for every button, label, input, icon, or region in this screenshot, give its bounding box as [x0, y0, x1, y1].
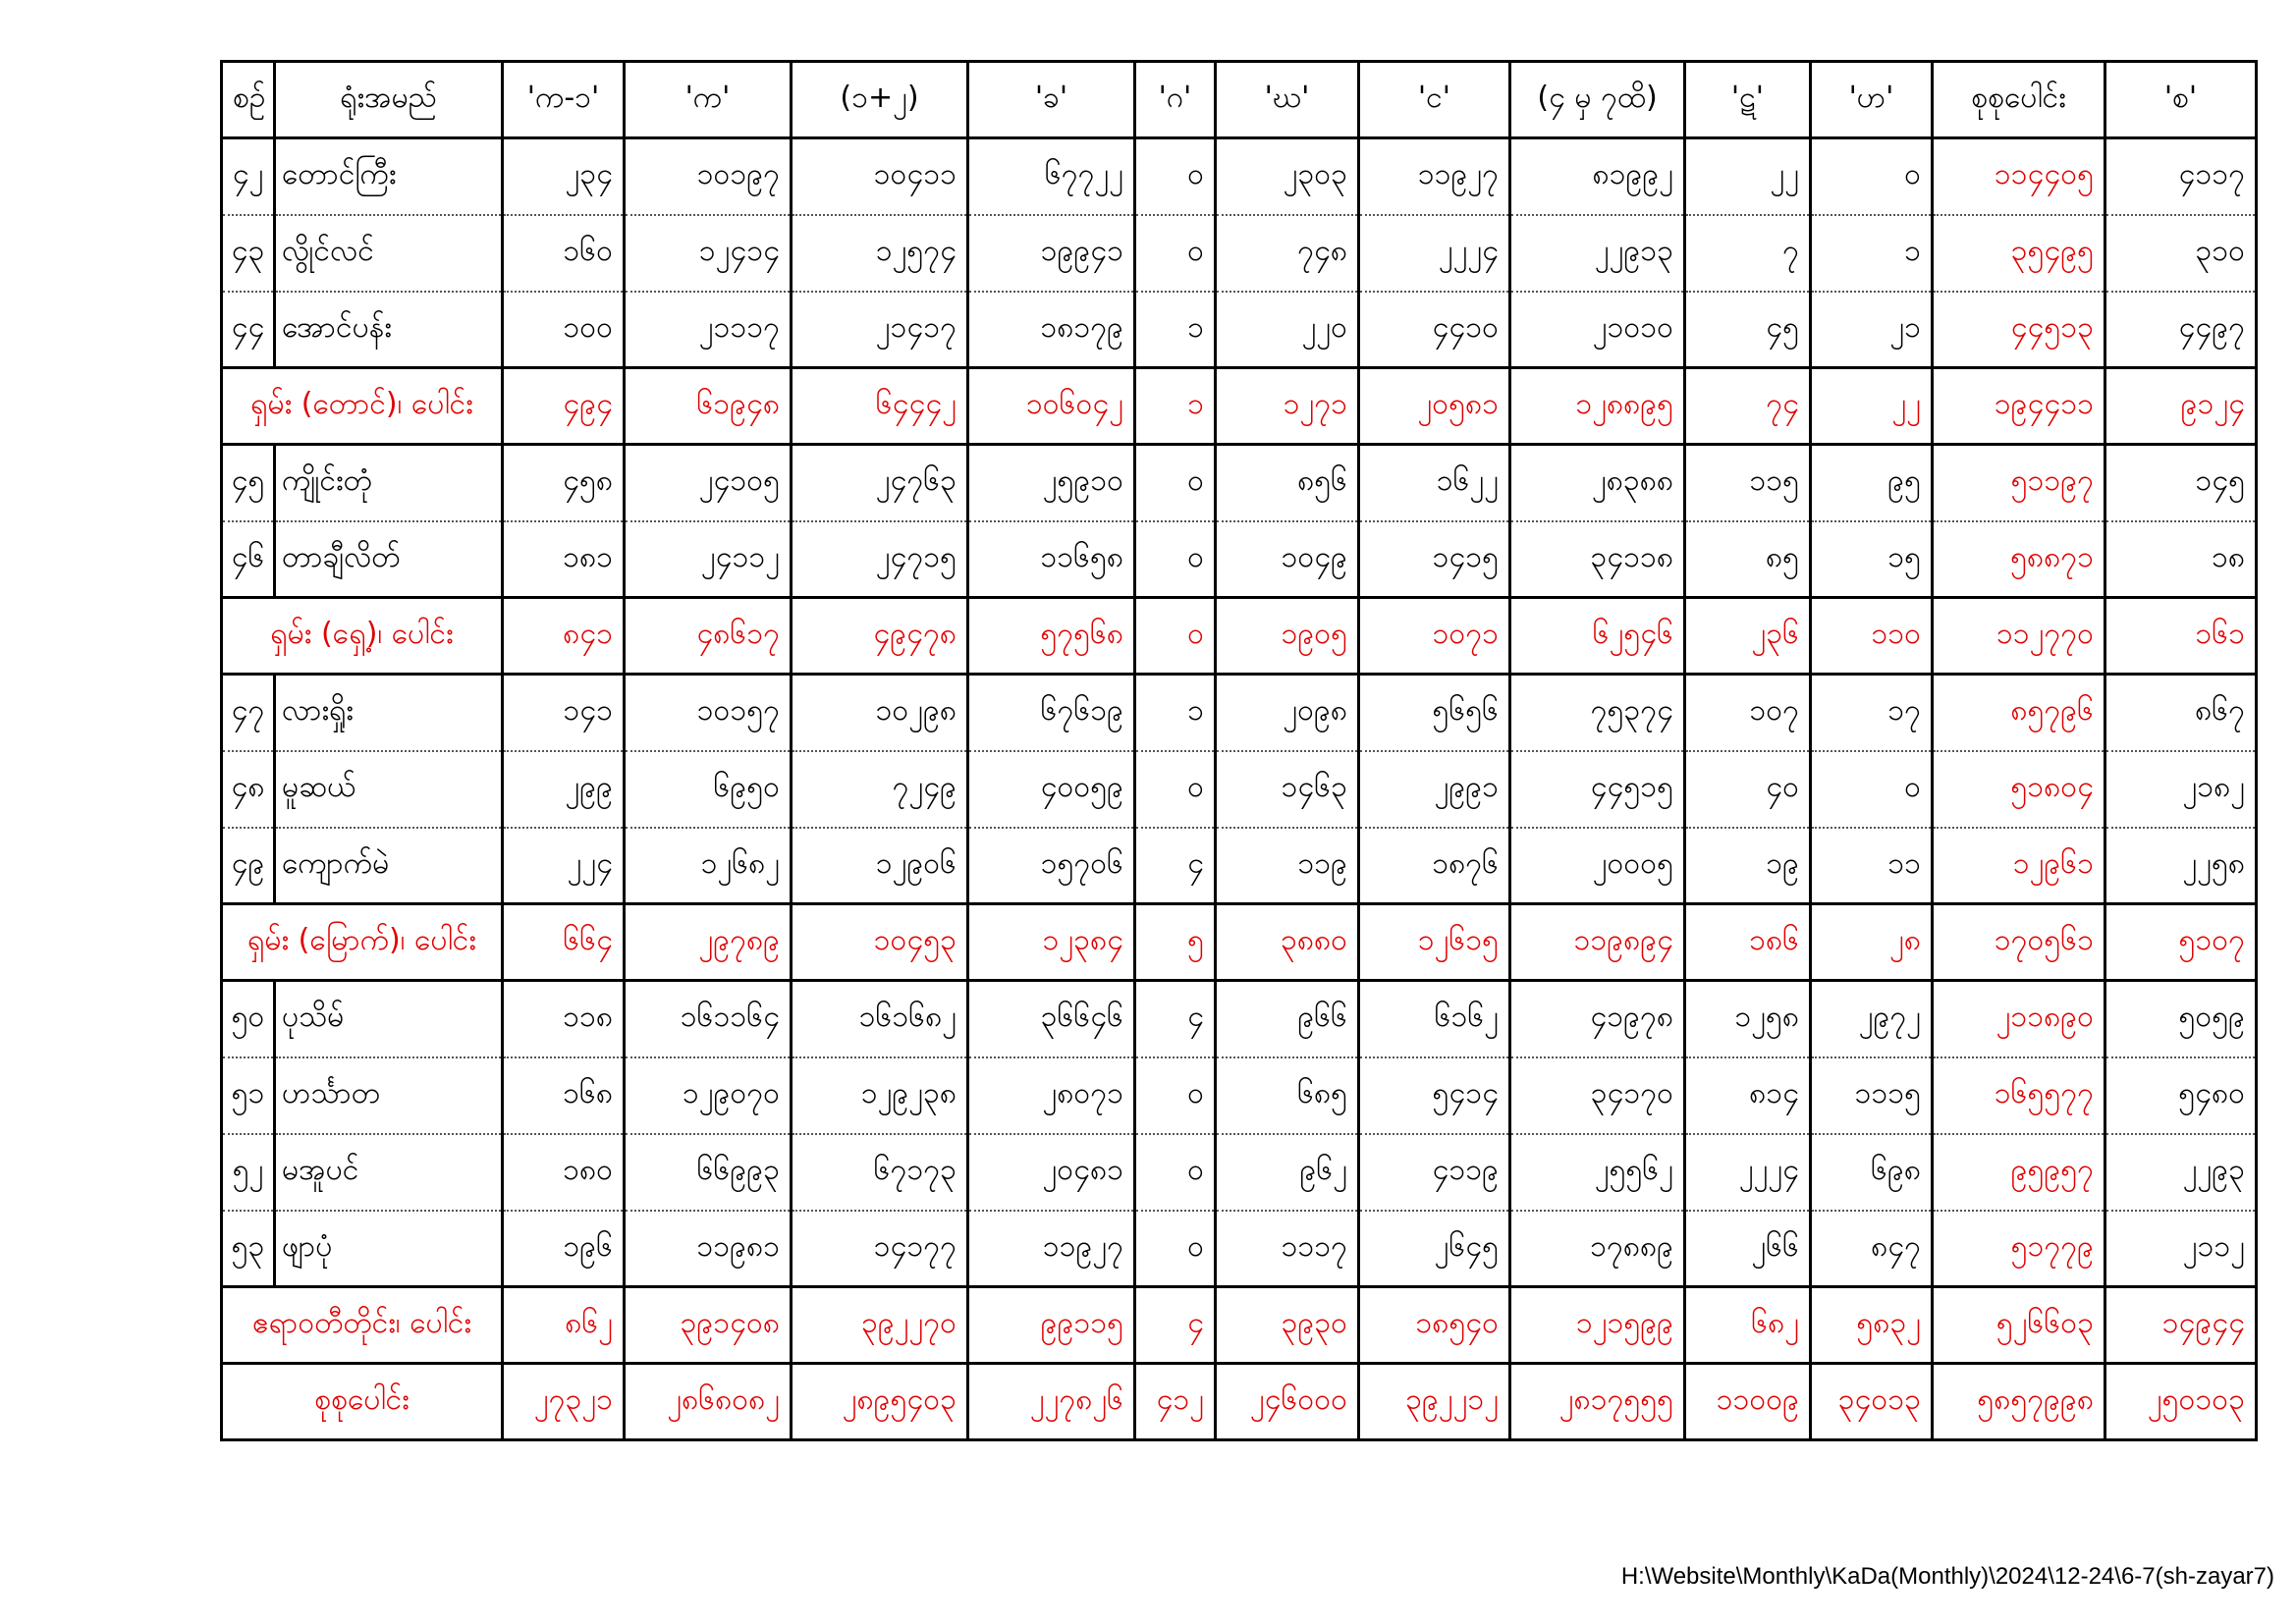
- table-cell: ၄၁၁၉: [1359, 1134, 1510, 1211]
- table-cell: ၁၁၉၈၁: [625, 1211, 792, 1287]
- table-cell: ၀: [1135, 1211, 1216, 1287]
- column-header: 'စ': [2105, 62, 2257, 138]
- table-cell: ၂၁၁၂: [2105, 1211, 2257, 1287]
- office-name: ကျောက်မဲ: [275, 828, 503, 904]
- table-cell: ၀: [1135, 215, 1216, 292]
- column-header: ရုံးအမည်: [275, 62, 503, 138]
- table-cell: ၁၁၈: [503, 981, 625, 1057]
- serial-number: ၅၀: [222, 981, 275, 1057]
- table-cell: ၁၂၆၁၅: [1359, 904, 1510, 981]
- office-name: ပုသိမ်: [275, 981, 503, 1057]
- column-header: 'က-၁': [503, 62, 625, 138]
- serial-number: ၄၆: [222, 521, 275, 598]
- table-cell: ၅: [1135, 904, 1216, 981]
- table-cell: ၉၅၉၅၇: [1933, 1134, 2105, 1211]
- table-cell: ၁၈: [2105, 521, 2257, 598]
- table-cell: ၁၈၆: [1685, 904, 1811, 981]
- serial-number: ၄၉: [222, 828, 275, 904]
- table-cell: ၂၃၆: [1685, 598, 1811, 675]
- table-cell: ၂၈၉၅၄၀၃: [792, 1364, 968, 1440]
- table-cell: ၃၄၁၇၀: [1510, 1057, 1685, 1134]
- table-cell: ၄၉၄: [503, 368, 625, 445]
- table-cell: ၉၆၆: [1216, 981, 1359, 1057]
- table-cell: ၈၄၇: [1811, 1211, 1933, 1287]
- serial-number: ၅၂: [222, 1134, 275, 1211]
- table-cell: ၃၅၄၉၅: [1933, 215, 2105, 292]
- table-cell: ၄၅၈: [503, 445, 625, 521]
- table-cell: ၄: [1135, 828, 1216, 904]
- header-row: [222, 62, 2257, 138]
- table-cell: ၁၁၉: [1216, 828, 1359, 904]
- table-cell: ၆၈၅: [1216, 1057, 1359, 1134]
- table-cell: ၈၅၆: [1216, 445, 1359, 521]
- table-cell: ၈၅၇၉၆: [1933, 675, 2105, 751]
- table-cell: ၁၇: [1811, 675, 1933, 751]
- table-cell: ၆၂၅၄၆: [1510, 598, 1685, 675]
- table-cell: ၁၀၂၉၈: [792, 675, 968, 751]
- table-cell: ၆၁၆၂: [1359, 981, 1510, 1057]
- table-cell: ၃၈၈၀: [1216, 904, 1359, 981]
- table-row: [222, 138, 2257, 215]
- table-cell: ၂၀၉၈: [1216, 675, 1359, 751]
- table-cell: ၀: [1135, 445, 1216, 521]
- office-name: မူဆယ်: [275, 751, 503, 828]
- table-cell: ၈၆၂: [503, 1287, 625, 1364]
- table-cell: ၅၄၁၄: [1359, 1057, 1510, 1134]
- table-cell: ၆၇၁၇၃: [792, 1134, 968, 1211]
- serial-number: ၄၇: [222, 675, 275, 751]
- table-cell: ၆၄၄၄၂: [792, 368, 968, 445]
- office-name: တောင်ကြီး: [275, 138, 503, 215]
- table-cell: ၁၂၃၈၄: [968, 904, 1135, 981]
- table-row: [222, 828, 2257, 904]
- table-cell: ၄၁၁၇: [2105, 138, 2257, 215]
- table-cell: ၂၈၁၇၅၅၅: [1510, 1364, 1685, 1440]
- table-cell: ၁၈၀: [503, 1134, 625, 1211]
- table-cell: ၂၄၁၀၅: [625, 445, 792, 521]
- table-cell: ၁၀၆၀၄၂: [968, 368, 1135, 445]
- table-cell: ၀: [1135, 521, 1216, 598]
- table-cell: ၄၁၂: [1135, 1364, 1216, 1440]
- table-cell: ၁၆၁၆၈၂: [792, 981, 968, 1057]
- table-cell: ၂၈၆၈၀၈၂: [625, 1364, 792, 1440]
- column-header: 'ဋ': [1685, 62, 1811, 138]
- table-cell: ၁၉: [1685, 828, 1811, 904]
- table-cell: ၄၄၁၀: [1359, 292, 1510, 368]
- table-cell: ၁၀၇၁: [1359, 598, 1510, 675]
- table-cell: ၃၉၂၂၇၀: [792, 1287, 968, 1364]
- table-cell: ၄၁၉၇၈: [1510, 981, 1685, 1057]
- table-cell: ၆၉၅၀: [625, 751, 792, 828]
- column-header: (၁+၂): [792, 62, 968, 138]
- serial-number: ၅၃: [222, 1211, 275, 1287]
- table-cell: ၂၁၁၈၉၀: [1933, 981, 2105, 1057]
- table-cell: ၁၁၂၇၇၀: [1933, 598, 2105, 675]
- table-cell: ၅၈၈၇၁: [1933, 521, 2105, 598]
- table-cell: ၄: [1135, 1287, 1216, 1364]
- table-cell: ၂၅၀၁၀၃: [2105, 1364, 2257, 1440]
- table-cell: ၁၂၇၁: [1216, 368, 1359, 445]
- office-name: ဟင်္သာတ: [275, 1057, 503, 1134]
- table-cell: ၄၄၉၇: [2105, 292, 2257, 368]
- subtotal-label: ရှမ်း (ရှေ့)၊ ပေါင်း: [222, 598, 503, 675]
- table-cell: ၂၃၄: [503, 138, 625, 215]
- table-cell: ၁၆၁: [2105, 598, 2257, 675]
- table-cell: ၁၆၀: [503, 215, 625, 292]
- table-cell: ၆၉၈: [1811, 1134, 1933, 1211]
- table-row: [222, 1057, 2257, 1134]
- table-cell: ၂၉၇၂: [1811, 981, 1933, 1057]
- table-cell: ၁၀၄၉: [1216, 521, 1359, 598]
- table-cell: ၁၈၅၄၀: [1359, 1287, 1510, 1364]
- table-cell: ၈၁၉၉၂: [1510, 138, 1685, 215]
- table-cell: ၁၂၉၀၆: [792, 828, 968, 904]
- grand-total-row: [222, 1364, 2257, 1440]
- table-cell: ၁၆၅၅၇၇: [1933, 1057, 2105, 1134]
- office-name: လွိုင်လင်: [275, 215, 503, 292]
- table-cell: ၁: [1135, 675, 1216, 751]
- table-cell: ၁၂၅၇၄: [792, 215, 968, 292]
- table-cell: ၂၉၇၈၉: [625, 904, 792, 981]
- table-cell: ၁၁၄၄၀၅: [1933, 138, 2105, 215]
- column-header: 'ဂ': [1135, 62, 1216, 138]
- table-cell: ၂၄၁၁၂: [625, 521, 792, 598]
- table-cell: ၇၄၈: [1216, 215, 1359, 292]
- office-name: ကျိုင်းတုံ: [275, 445, 503, 521]
- table-cell: ၁၀၀: [503, 292, 625, 368]
- table-cell: ၁၁၁၇: [1216, 1211, 1359, 1287]
- table-cell: ၁၂၆၈၂: [625, 828, 792, 904]
- subtotal-row: [222, 598, 2257, 675]
- table-cell: ၁၉၆: [503, 1211, 625, 1287]
- table-cell: ၄၀: [1685, 751, 1811, 828]
- table-cell: ၁၆၈: [503, 1057, 625, 1134]
- table-row: [222, 981, 2257, 1057]
- table-cell: ၂၄၇၁၅: [792, 521, 968, 598]
- table-cell: ၇: [1685, 215, 1811, 292]
- table-cell: ၅၁၁၉၇: [1933, 445, 2105, 521]
- table-cell: ၁၈၁: [503, 521, 625, 598]
- table-cell: ၉၉၁၁၅: [968, 1287, 1135, 1364]
- table-cell: ၁၄၉၄၄: [2105, 1287, 2257, 1364]
- statistics-table-sheet: [220, 60, 2255, 1441]
- table-cell: ၆၇၇၂၂: [968, 138, 1135, 215]
- table-cell: ၁၄၁၇၇: [792, 1211, 968, 1287]
- table-cell: ၃၁၀: [2105, 215, 2257, 292]
- table-cell: ၂၂: [1811, 368, 1933, 445]
- table-cell: ၂၂၅၈: [2105, 828, 2257, 904]
- office-name: လားရှိုး: [275, 675, 503, 751]
- table-cell: ၅၁၇၇၉: [1933, 1211, 2105, 1287]
- table-cell: ၁၄၁: [503, 675, 625, 751]
- table-cell: ၁၀၁၅၇: [625, 675, 792, 751]
- table-row: [222, 445, 2257, 521]
- table-cell: ၀: [1135, 138, 1216, 215]
- table-cell: ၆၈၂: [1685, 1287, 1811, 1364]
- table-cell: ၁၈၇၆: [1359, 828, 1510, 904]
- column-header: စဉ်: [222, 62, 275, 138]
- table-cell: ၂၄၆၀၀၀: [1216, 1364, 1359, 1440]
- table-cell: ၂၅၅၆၂: [1510, 1134, 1685, 1211]
- table-cell: ၁၁: [1811, 828, 1933, 904]
- table-cell: ၂၉၉: [503, 751, 625, 828]
- table-cell: ၁၁၉၂၇: [968, 1211, 1135, 1287]
- table-cell: ၁၅၇၀၆: [968, 828, 1135, 904]
- column-header: စုစုပေါင်း: [1933, 62, 2105, 138]
- serial-number: ၄၈: [222, 751, 275, 828]
- table-cell: ၅၈၅၇၉၉၈: [1933, 1364, 2105, 1440]
- table-row: [222, 521, 2257, 598]
- table-cell: ၁၂၉၆၁: [1933, 828, 2105, 904]
- table-row: [222, 215, 2257, 292]
- table-cell: ၅၂၆၆၀၃: [1933, 1287, 2105, 1364]
- subtotal-label: ရှမ်း (မြောက်)၊ ပေါင်း: [222, 904, 503, 981]
- table-cell: ၁၈၁၇၉: [968, 292, 1135, 368]
- statistics-table: [220, 60, 2258, 1441]
- table-cell: ၁၂၅၈: [1685, 981, 1811, 1057]
- table-row: [222, 1211, 2257, 1287]
- table-cell: ၂၂၉၃: [2105, 1134, 2257, 1211]
- column-header: 'ခ': [968, 62, 1135, 138]
- table-cell: ၃၉၁၄၀၈: [625, 1287, 792, 1364]
- table-cell: ၀: [1135, 1057, 1216, 1134]
- table-row: [222, 675, 2257, 751]
- office-name: မအူပင်: [275, 1134, 503, 1211]
- table-cell: ၈၅: [1685, 521, 1811, 598]
- table-cell: ၈၁၄: [1685, 1057, 1811, 1134]
- table-cell: ၂၉၉၁: [1359, 751, 1510, 828]
- table-cell: ၁၇၈၈၉: [1510, 1211, 1685, 1287]
- table-cell: ၁၀၄၅၃: [792, 904, 968, 981]
- table-row: [222, 292, 2257, 368]
- grand-total-label: စုစုပေါင်း: [222, 1364, 503, 1440]
- table-cell: ၁: [1135, 292, 1216, 368]
- serial-number: ၄၂: [222, 138, 275, 215]
- table-cell: ၉၅: [1811, 445, 1933, 521]
- column-header: 'ဟ': [1811, 62, 1933, 138]
- table-cell: ၂၁: [1811, 292, 1933, 368]
- table-cell: ၂၈: [1811, 904, 1933, 981]
- file-path-footer: H:\Website\Monthly\KaDa(Monthly)\2024\12-24\6-7(sh-zayar7): [1620, 1563, 2274, 1590]
- table-cell: ၂၃၀၃: [1216, 138, 1359, 215]
- table-cell: ၃၆၆၄၆: [968, 981, 1135, 1057]
- office-name: အောင်ပန်း: [275, 292, 503, 368]
- table-cell: ၆၁၉၄၈: [625, 368, 792, 445]
- table-cell: ၁၀၁၉၇: [625, 138, 792, 215]
- office-name: တာချီလိတ်: [275, 521, 503, 598]
- serial-number: ၄၃: [222, 215, 275, 292]
- table-cell: ၁၂၁၅၉၉: [1510, 1287, 1685, 1364]
- table-row: [222, 1134, 2257, 1211]
- table-cell: ၁၁၀: [1811, 598, 1933, 675]
- table-cell: ၄၅: [1685, 292, 1811, 368]
- table-cell: ၅၄၈၀: [2105, 1057, 2257, 1134]
- column-header: (၄ မှ ၇ထိ): [1510, 62, 1685, 138]
- table-cell: ၂၂၂၄: [1685, 1134, 1811, 1211]
- table-cell: ၁၁၆၅၈: [968, 521, 1135, 598]
- table-cell: ၃၉၂၂၁၂: [1359, 1364, 1510, 1440]
- table-cell: ၂၂၄: [503, 828, 625, 904]
- table-cell: ၅၆၅၆: [1359, 675, 1510, 751]
- table-cell: ၀: [1135, 751, 1216, 828]
- table-cell: ၁၀၄၁၁: [792, 138, 968, 215]
- table-cell: ၁၄၅: [2105, 445, 2257, 521]
- table-cell: ၂၂: [1685, 138, 1811, 215]
- table-cell: ၁၁၅: [1685, 445, 1811, 521]
- table-body: [222, 138, 2257, 1440]
- table-cell: ၇၂၄၉: [792, 751, 968, 828]
- table-cell: ၃၉၃၀: [1216, 1287, 1359, 1364]
- table-cell: ၅၀၅၉: [2105, 981, 2257, 1057]
- table-cell: ၅၁၀၇: [2105, 904, 2257, 981]
- table-cell: ၉၆၂: [1216, 1134, 1359, 1211]
- table-cell: ၄၄၅၁၅: [1510, 751, 1685, 828]
- table-cell: ၁၉၀၅: [1216, 598, 1359, 675]
- serial-number: ၅၁: [222, 1057, 275, 1134]
- table-cell: ၂၂၉၁၃: [1510, 215, 1685, 292]
- table-cell: ၂၂၇၈၂၆: [968, 1364, 1135, 1440]
- column-header: 'င': [1359, 62, 1510, 138]
- table-cell: ၂၇၃၂၁: [503, 1364, 625, 1440]
- table-cell: ၁၀၇: [1685, 675, 1811, 751]
- table-cell: ၆၆၄: [503, 904, 625, 981]
- table-cell: ၁၇၀၅၆၁: [1933, 904, 2105, 981]
- table-cell: ၁၆၁၁၆၄: [625, 981, 792, 1057]
- table-cell: ၀: [1135, 1134, 1216, 1211]
- column-header: 'ဃ': [1216, 62, 1359, 138]
- table-cell: ၃၄၀၁၃: [1811, 1364, 1933, 1440]
- table-cell: ၇၅၃၇၄: [1510, 675, 1685, 751]
- table-row: [222, 751, 2257, 828]
- table-cell: ၆၇၆၁၉: [968, 675, 1135, 751]
- table-cell: ၂၁၀၁၀: [1510, 292, 1685, 368]
- table-cell: ၂၁၁၁၇: [625, 292, 792, 368]
- table-cell: ၂၈၀၇၁: [968, 1057, 1135, 1134]
- table-cell: ၅၈၃၂: [1811, 1287, 1933, 1364]
- table-cell: ၄၉၄၇၈: [792, 598, 968, 675]
- table-cell: ၁၂၄၁၄: [625, 215, 792, 292]
- table-cell: ၁၄၁၅: [1359, 521, 1510, 598]
- table-cell: ၉၁၂၄: [2105, 368, 2257, 445]
- table-cell: ၂၆၆: [1685, 1211, 1811, 1287]
- table-cell: ၁၂၈၈၉၅: [1510, 368, 1685, 445]
- table-cell: ၁၁၉၂၇: [1359, 138, 1510, 215]
- table-cell: ၄၈၆၁၇: [625, 598, 792, 675]
- table-cell: ၁၆၂၂: [1359, 445, 1510, 521]
- table-cell: ၂၁၈၂: [2105, 751, 2257, 828]
- table-cell: ၁၉၉၄၁: [968, 215, 1135, 292]
- subtotal-row: [222, 368, 2257, 445]
- table-cell: ၂၂၀: [1216, 292, 1359, 368]
- subtotal-row: [222, 904, 2257, 981]
- table-cell: ၂၀၀၀၅: [1510, 828, 1685, 904]
- subtotal-label: ဧရာဝတီတိုင်း၊ ပေါင်း: [222, 1287, 503, 1364]
- table-cell: ၃၄၁၁၈: [1510, 521, 1685, 598]
- table-cell: ၁၁၉၈၉၄: [1510, 904, 1685, 981]
- table-cell: ၁၅: [1811, 521, 1933, 598]
- table-cell: ၂၆၄၅: [1359, 1211, 1510, 1287]
- table-cell: ၁၄၆၃: [1216, 751, 1359, 828]
- subtotal-row: [222, 1287, 2257, 1364]
- table-cell: ၄: [1135, 981, 1216, 1057]
- subtotal-label: ရှမ်း (တောင်)၊ ပေါင်း: [222, 368, 503, 445]
- table-cell: ၁၂၉၀၇၀: [625, 1057, 792, 1134]
- table-cell: ၅၇၅၆၈: [968, 598, 1135, 675]
- serial-number: ၄၄: [222, 292, 275, 368]
- table-cell: ၂၅၉၁၀: [968, 445, 1135, 521]
- table-cell: ၆၆၉၉၃: [625, 1134, 792, 1211]
- column-header: 'က': [625, 62, 792, 138]
- table-cell: ၁: [1811, 215, 1933, 292]
- office-name: ဖျာပုံ: [275, 1211, 503, 1287]
- table-cell: ၅၁၈၀၄: [1933, 751, 2105, 828]
- table-cell: ၄၄၅၁၃: [1933, 292, 2105, 368]
- table-cell: ၂၁၄၁၇: [792, 292, 968, 368]
- table-cell: ၄၀၀၅၉: [968, 751, 1135, 828]
- table-cell: ၇၄: [1685, 368, 1811, 445]
- table-cell: ၀: [1811, 138, 1933, 215]
- table-cell: ၀: [1135, 598, 1216, 675]
- table-cell: ၂၄၇၆၃: [792, 445, 968, 521]
- table-cell: ၂၈၃၈၈: [1510, 445, 1685, 521]
- table-cell: ၁၂၉၂၃၈: [792, 1057, 968, 1134]
- serial-number: ၄၅: [222, 445, 275, 521]
- table-cell: ၁၁၀၀၉: [1685, 1364, 1811, 1440]
- table-cell: ၂၀၅၈၁: [1359, 368, 1510, 445]
- table-cell: ၁၁၁၅: [1811, 1057, 1933, 1134]
- table-cell: ၈၆၇: [2105, 675, 2257, 751]
- table-cell: ၁၉၄၄၁၁: [1933, 368, 2105, 445]
- table-cell: ၁: [1135, 368, 1216, 445]
- table-cell: ၂၀၄၈၁: [968, 1134, 1135, 1211]
- table-cell: ၀: [1811, 751, 1933, 828]
- table-cell: ၂၂၂၄: [1359, 215, 1510, 292]
- table-cell: ၈၄၁: [503, 598, 625, 675]
